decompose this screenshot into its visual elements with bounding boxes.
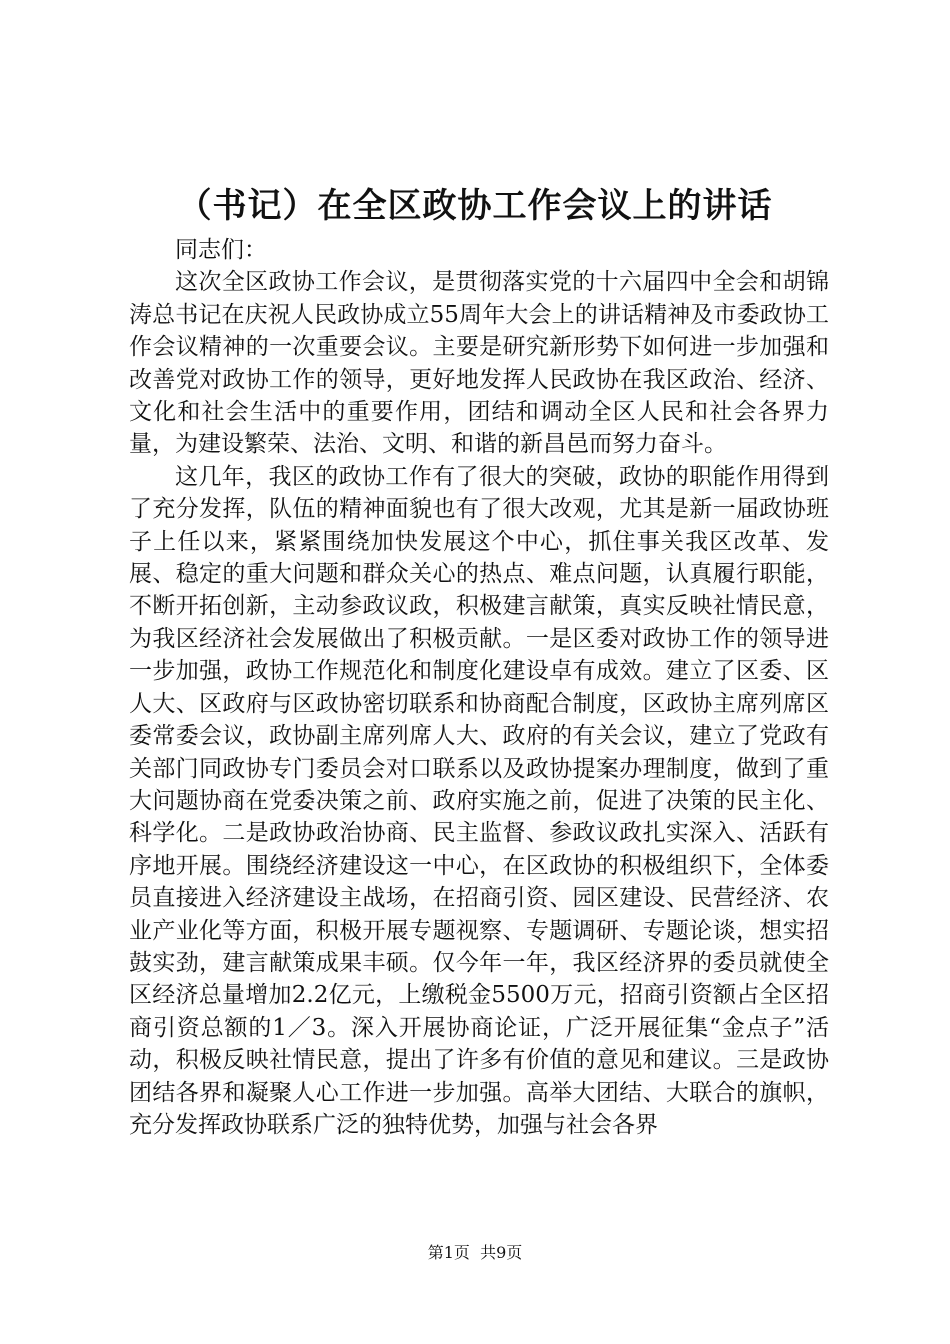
salutation: 同志们： (175, 237, 267, 263)
page-footer (0, 1241, 950, 1265)
page-number: 第1页 共9页 (427, 1243, 523, 1262)
paragraph-1: 这次全区政协工作会议，是贯彻落实党的十六届四中全会和胡锦涛总书记在庆祝人民政协成立55周年大会上的讲话精神及市委政协工作会议精神的一次重要会议。主要是研究新形势下如何进一步加强和改善党对政协工作的领导，更好地发挥人民政协在我区政治、经济、文化和社会生活中的重要作用，团结和调动全区人民和社会各界力量，为建设繁荣、法治、文明、和谐的新昌邑而努力奋斗。 (129, 269, 829, 458)
document-title: （书记）在全区政协工作会议上的讲话 (177, 186, 773, 226)
document-body (129, 234, 829, 1141)
paragraph-2: 这几年，我区的政协工作有了很大的突破，政协的职能作用得到了充分发挥，队伍的精神面貌也有了很大改观，尤其是新一届政协班子上任以来，紧紧围绕加快发展这个中心，抓住事关我区改革、发展、稳定的重大问题和群众关心的热点、难点问题，认真履行职能，不断开拓创新，主动参政议政，积极建言献策，真实反映社情民意，为我区经济社会发展做出了积极贡献。一是区委对政协工作的领导进一步加强，政协工作规范化和制度化建设卓有成效。建立了区委、区人大、区政府与区政协密切联系和协商配合制度，区政协主席列席区委常委会议，政协副主席列席人大、政府的有关会议，建立了党政有关部门同政协专门委员会对口联系以及政协提案办理制度，做到了重大问题协商在党委决策之前、政府实施之前，促进了决策的民主化、科学化。二是政协政治协商、民主监督、参政议政扎实深入、活跃有序地开展。围绕经济建设这一中心，在区政协的积极组织下，全体委员直接进入经济建设主战场，在招商引资、园区建设、民营经济、农业产业化等方面，积极开展专题视察、专题调研、专题论谈，想实招鼓实劲，建言献策成果丰硕。仅今年一年，我区经济界的委员就使全区经济总量增加2.2亿元，上缴税金5500万元，招商引资额占全区招商引资总额的1／3。深入开展协商论证，广泛开展征集“金点子”活动，积极反映社情民意，提出了许多有价值的意见和建议。三是政协团结各界和凝聚人心工作进一步加强。高举大团结、大联合的旗帜，充分发挥政协联系广泛的独特优势，加强与社会各界 (129, 463, 829, 1138)
